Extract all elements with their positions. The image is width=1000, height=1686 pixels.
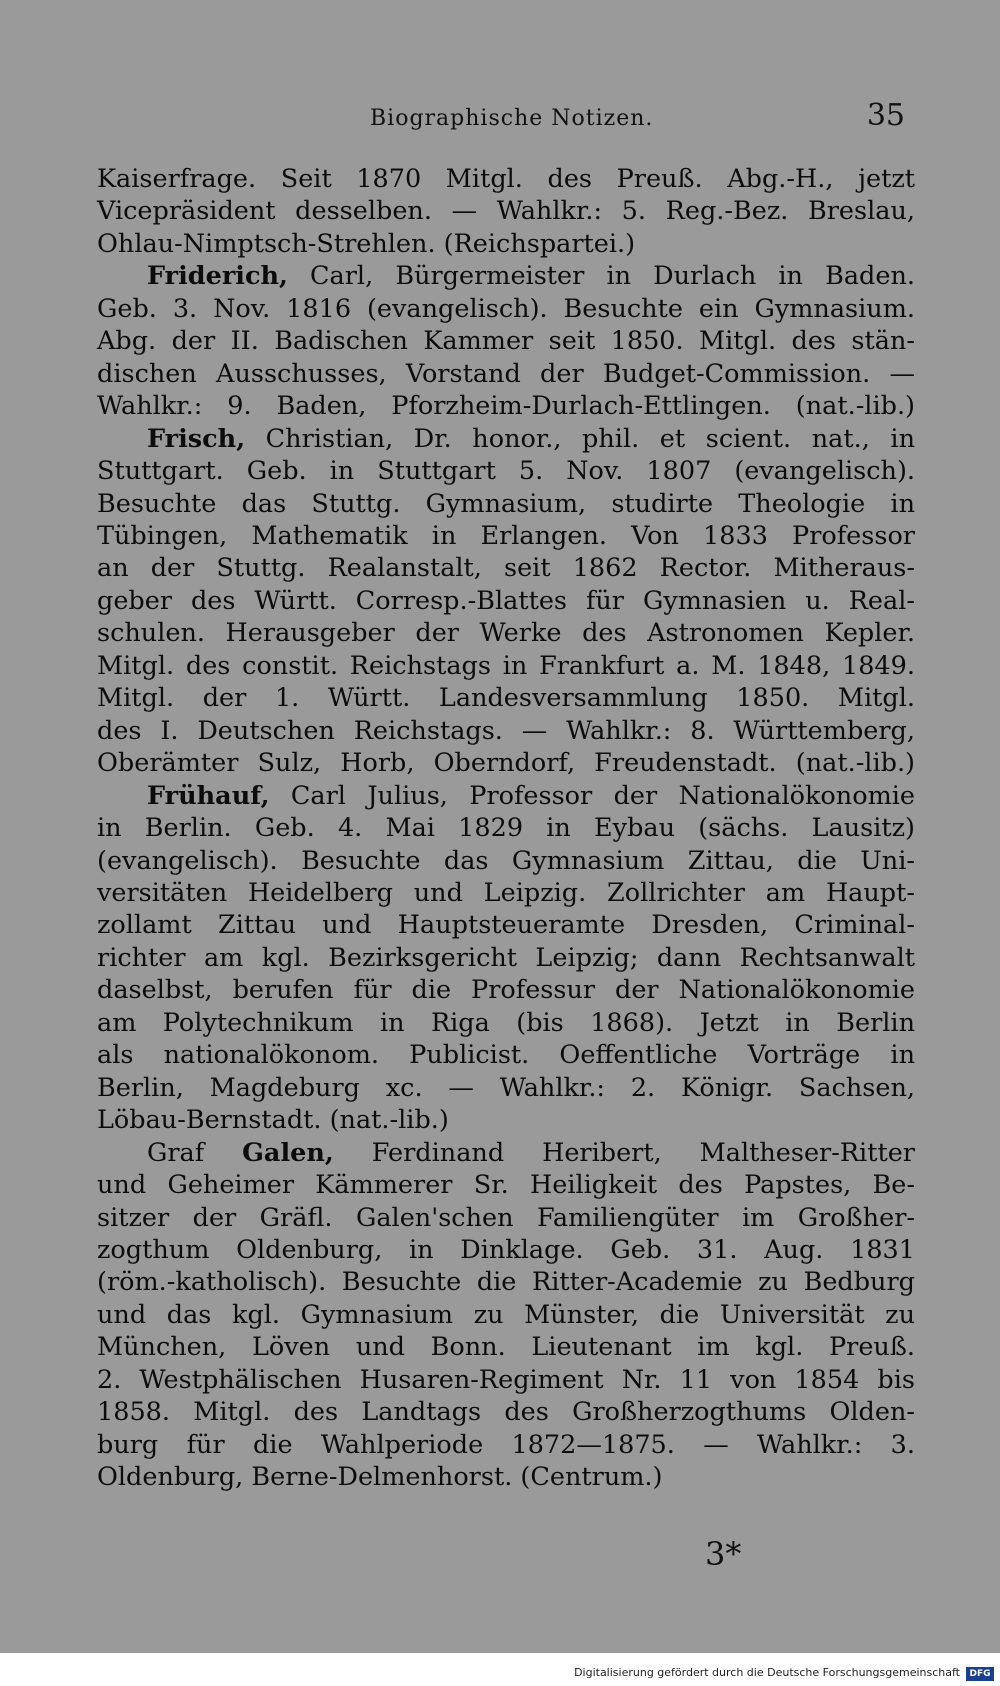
entry-name: Frisch, bbox=[147, 423, 246, 454]
text-line bbox=[97, 1396, 915, 1428]
line-text: Oberämter Sulz, Horb, Oberndorf, Freudenstadt. (nat.-lib.) bbox=[97, 748, 915, 779]
line-text: burg für die Wahlperiode 1872—1875. — Wahlkr.: 3. bbox=[97, 1429, 915, 1460]
line-text: in Berlin. Geb. 4. Mai 1829 in Eybau (sächs. Lausitz) bbox=[97, 813, 915, 844]
text-line bbox=[97, 1007, 915, 1039]
text-line bbox=[97, 909, 915, 941]
text-line bbox=[97, 520, 915, 552]
dfg-logo: DFG bbox=[966, 1667, 994, 1681]
footer bbox=[0, 1666, 1000, 1686]
text-line bbox=[97, 1299, 915, 1331]
text-line bbox=[97, 812, 915, 844]
text-line bbox=[97, 1169, 915, 1201]
text-line bbox=[97, 325, 915, 357]
line-text: an der Stuttg. Realanstalt, seit 1862 Rector. Mitheraus- bbox=[97, 553, 915, 584]
line-text: 2. Westphälischen Husaren-Regiment Nr. 11 von 1854 bis bbox=[97, 1364, 915, 1395]
text-line bbox=[97, 260, 915, 292]
text-line bbox=[97, 585, 915, 617]
text-line bbox=[97, 488, 915, 520]
line-text: richter am kgl. Bezirksgericht Leipzig; dann Rechtsanwalt bbox=[97, 942, 915, 973]
text-line bbox=[97, 974, 915, 1006]
line-text: Christian, Dr. honor., phil. et scient. nat., in bbox=[245, 423, 915, 454]
digitization-credit: Digitalisierung gefördert durch die Deutsche Forschungsgemeinschaft bbox=[574, 1666, 960, 1679]
line-text: Geb. 3. Nov. 1816 (evangelisch). Besuchte ein Gymnasium. bbox=[97, 293, 915, 324]
line-text: daselbst, berufen für die Professur der Nationalökonomie bbox=[97, 975, 915, 1006]
entry-name: Friderich, bbox=[147, 261, 288, 292]
line-text: Ohlau-Nimptsch-Strehlen. (Reichspartei.) bbox=[97, 228, 636, 259]
line-text: Mitgl. des constit. Reichstags in Frankfurt a. M. 1848, 1849. bbox=[97, 650, 915, 681]
text-line bbox=[97, 942, 915, 974]
running-title: Biographische Notizen. bbox=[370, 106, 654, 131]
text-line bbox=[97, 293, 915, 325]
line-text: Carl, Bürgermeister in Durlach in Baden. bbox=[287, 261, 915, 292]
text-line bbox=[97, 780, 915, 812]
text-line bbox=[97, 1072, 915, 1104]
text-line bbox=[97, 877, 915, 909]
text-line bbox=[97, 552, 915, 584]
line-text: Graf bbox=[147, 1137, 243, 1168]
line-text: Kaiserfrage. Seit 1870 Mitgl. des Preuß. Abg.-H., jetzt bbox=[97, 164, 915, 194]
text-line bbox=[97, 650, 915, 682]
text-line bbox=[97, 1104, 915, 1136]
line-text: zollamt Zittau und Hauptsteueramte Dresden, Criminal- bbox=[97, 910, 915, 941]
text-line bbox=[97, 195, 915, 227]
line-text: 1858. Mitgl. des Landtags des Großherzogthums Olden- bbox=[97, 1397, 915, 1428]
text-line bbox=[97, 617, 915, 649]
line-text: Oldenburg, Berne-Delmenhorst. (Centrum.) bbox=[97, 1462, 663, 1493]
line-text: sitzer der Gräfl. Galen'schen Familiengüter im Großher- bbox=[97, 1202, 915, 1233]
line-text: Stuttgart. Geb. in Stuttgart 5. Nov. 1807 (evangelisch). bbox=[97, 456, 915, 487]
line-text: dischen Ausschusses, Vorstand der Budget-Commission. — bbox=[97, 358, 915, 389]
line-text: Tübingen, Mathematik in Erlangen. Von 1833 Professor bbox=[97, 520, 915, 551]
line-text: und Geheimer Kämmerer Sr. Heiligkeit des Papstes, Be- bbox=[97, 1170, 915, 1201]
body-text bbox=[97, 163, 915, 1494]
line-text: geber des Württ. Corresp.-Blattes für Gymnasien u. Real- bbox=[97, 585, 915, 616]
line-text: Berlin, Magdeburg xc. — Wahlkr.: 2. Königr. Sachsen, bbox=[97, 1072, 915, 1103]
text-line bbox=[97, 1461, 915, 1493]
line-text: Abg. der II. Badischen Kammer seit 1850. Mitgl. des stän- bbox=[97, 326, 915, 357]
line-text: versitäten Heidelberg und Leipzig. Zollrichter am Haupt- bbox=[97, 877, 915, 908]
text-line bbox=[97, 1039, 915, 1071]
text-line bbox=[97, 1202, 915, 1234]
text-line bbox=[97, 1234, 915, 1266]
text-line bbox=[97, 1429, 915, 1461]
signature-mark: 3* bbox=[705, 1535, 742, 1573]
text-line bbox=[97, 163, 915, 195]
line-text: Ferdinand Heribert, Maltheser-Ritter bbox=[333, 1137, 915, 1168]
line-text: des I. Deutschen Reichstags. — Wahlkr.: 8. Württemberg, bbox=[97, 715, 915, 746]
text-line bbox=[97, 423, 915, 455]
line-text: als nationalökonom. Publicist. Oeffentliche Vorträge in bbox=[97, 1040, 915, 1071]
text-line bbox=[97, 715, 915, 747]
text-line bbox=[97, 228, 915, 260]
line-text: Mitgl. der 1. Württ. Landesversammlung 1850. Mitgl. bbox=[97, 683, 915, 714]
line-text: München, Löven und Bonn. Lieutenant im kgl. Preuß. bbox=[97, 1332, 915, 1363]
entry-name: Frühauf, bbox=[147, 780, 270, 811]
line-text: (röm.-katholisch). Besuchte die Ritter-Academie zu Bedburg bbox=[97, 1267, 915, 1298]
line-text: Carl Julius, Professor der Nationalökonomie bbox=[269, 780, 915, 811]
text-line bbox=[97, 1137, 915, 1169]
text-line bbox=[97, 1266, 915, 1298]
page-number: 35 bbox=[866, 98, 905, 133]
line-text: am Polytechnikum in Riga (bis 1868). Jetzt in Berlin bbox=[97, 1007, 915, 1038]
line-text: Wahlkr.: 9. Baden, Pforzheim-Durlach-Ettlingen. (nat.-lib.) bbox=[97, 391, 915, 422]
page-header bbox=[95, 98, 915, 138]
line-text: zogthum Oldenburg, in Dinklage. Geb. 31. Aug. 1831 bbox=[97, 1234, 915, 1265]
text-line bbox=[97, 682, 915, 714]
line-text: und das kgl. Gymnasium zu Münster, die Universität zu bbox=[97, 1299, 915, 1330]
line-text: Löbau-Bernstadt. (nat.-lib.) bbox=[97, 1105, 449, 1136]
text-line bbox=[97, 455, 915, 487]
text-line bbox=[97, 358, 915, 390]
line-text: schulen. Herausgeber der Werke des Astronomen Kepler. bbox=[97, 618, 915, 649]
text-line bbox=[97, 1364, 915, 1396]
line-text: Vicepräsident desselben. — Wahlkr.: 5. Reg.-Bez. Breslau, bbox=[97, 196, 915, 227]
line-text: Besuchte das Stuttg. Gymnasium, studirte Theologie in bbox=[97, 488, 915, 519]
text-line bbox=[97, 1331, 915, 1363]
text-line bbox=[97, 390, 915, 422]
text-line bbox=[97, 845, 915, 877]
text-line bbox=[97, 747, 915, 779]
line-text: (evangelisch). Besuchte das Gymnasium Zittau, die Uni- bbox=[97, 845, 915, 876]
entry-name: Galen, bbox=[242, 1137, 334, 1168]
